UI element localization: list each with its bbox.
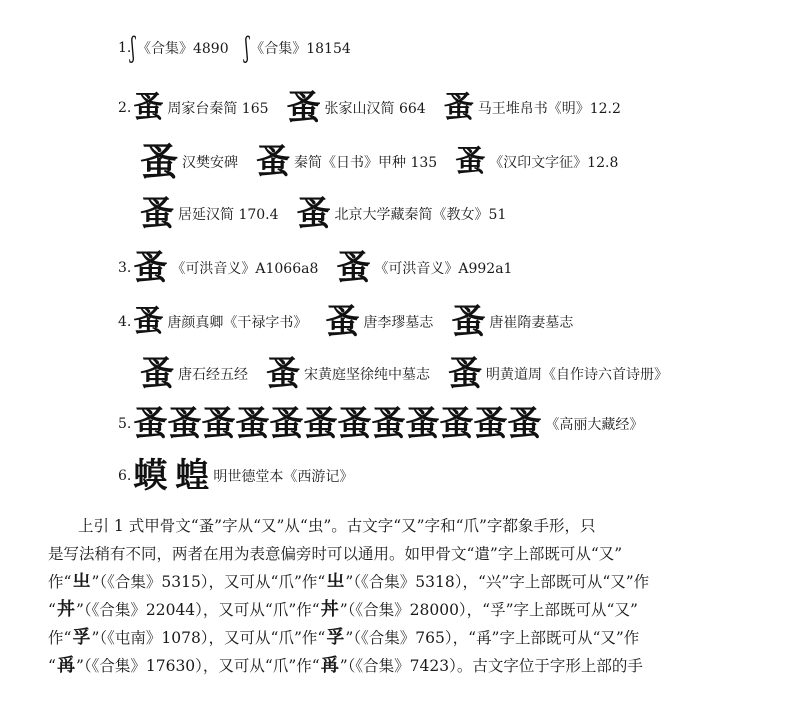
variant-glyph: 蚤 xyxy=(507,404,542,444)
paragraph-text: 作“ xyxy=(48,573,72,591)
item-number: 2. xyxy=(118,100,132,116)
variant-glyph: 蚤 xyxy=(133,404,168,444)
item-number: 5. xyxy=(118,416,132,432)
script-glyph: 蚤 xyxy=(133,304,164,339)
script-glyph: 蟆 xyxy=(133,456,168,496)
oracle-inline-glyph: 孚 xyxy=(72,627,91,648)
source-label: 汉樊安碑 xyxy=(182,155,239,171)
paragraph-text: ”（《屯南》1078），又可从“爪”作“ xyxy=(91,629,326,647)
variant-glyph: 蚤 xyxy=(201,404,236,444)
paragraph-text: ”（《合集》17630），又可从“爪”作“ xyxy=(75,657,320,675)
paragraph-text: ”（《合集》7423）。古文字位于字形上部的手 xyxy=(339,657,643,675)
item-number: 3. xyxy=(118,260,132,276)
source-label: 唐崔隋妻墓志 xyxy=(489,315,574,331)
source-label: 北京大学藏秦简《教女》51 xyxy=(334,207,507,223)
script-glyph: 蚤 xyxy=(448,354,482,394)
variant-glyph: 蚤 xyxy=(473,404,508,444)
paragraph-text: “ xyxy=(48,601,56,619)
source-label: 明世德堂本《西游记》 xyxy=(213,469,354,485)
script-glyph: 蚤 xyxy=(325,302,360,342)
script-glyph: 蚤 xyxy=(256,142,291,182)
oracle-glyph: ʃ xyxy=(131,31,136,64)
variant-glyph: 蚤 xyxy=(371,404,406,444)
paragraph-line xyxy=(48,596,720,624)
variant-glyph: 蚤 xyxy=(235,404,270,444)
paragraph-text: 作“ xyxy=(48,629,72,647)
script-glyph: 蚤 xyxy=(443,90,474,125)
oracle-glyph: ʃ xyxy=(244,31,249,64)
oracle-inline-glyph: 丼 xyxy=(56,599,75,620)
list-item-2-cont2 xyxy=(140,194,524,234)
item-number: 6. xyxy=(118,468,132,484)
source-label: 宋黄庭坚徐纯中墓志 xyxy=(304,367,430,383)
list-item-4-cont xyxy=(140,354,686,394)
source-label: 唐石经五经 xyxy=(178,367,248,383)
paragraph-line xyxy=(48,540,720,568)
oracle-inline-glyph: 㞢 xyxy=(326,571,345,592)
list-item-4 xyxy=(118,302,591,342)
oracle-inline-glyph: 丼 xyxy=(320,599,339,620)
seal-glyph: 蚤 xyxy=(455,144,486,179)
paragraph-text: 上引 1 式甲骨文“蚤”字从“又”从“虫”。古文字“又”字和“爪”字都象手形，只 xyxy=(78,517,596,535)
paragraph-line xyxy=(48,652,720,680)
script-glyph: 蚤 xyxy=(133,248,168,288)
script-glyph: 蚤 xyxy=(286,88,321,128)
source-label: 居延汉简 170.4 xyxy=(178,207,279,223)
source-label: 明黄道周《自作诗六首诗册》 xyxy=(486,367,668,383)
paragraph-line xyxy=(48,624,720,652)
oracle-inline-glyph: 爯 xyxy=(320,655,339,676)
script-glyph: 蚤 xyxy=(296,194,331,234)
script-glyph: 蝗 xyxy=(175,456,210,496)
paragraph-text: 是写法稍有不同，两者在用为表意偏旁时可以通用。如甲骨文“遣”字上部既可从“又” xyxy=(48,545,623,563)
oracle-inline-glyph: 爯 xyxy=(56,655,75,676)
variant-glyph: 蚤 xyxy=(337,404,372,444)
script-glyph: 蚤 xyxy=(140,354,174,394)
list-item-3 xyxy=(118,248,530,288)
paragraph-text: “ xyxy=(48,657,56,675)
variant-glyph: 蚤 xyxy=(439,404,474,444)
source-label: 周家台秦简 165 xyxy=(167,101,269,117)
item-number: 4. xyxy=(118,314,132,330)
source-label: 《高丽大藏经》 xyxy=(545,417,644,433)
variant-glyph: 蚤 xyxy=(303,404,338,444)
variant-glyph: 蚤 xyxy=(167,404,202,444)
source-label: 秦简《日书》甲种 135 xyxy=(294,155,438,171)
source-label: 《汉印文字征》12.8 xyxy=(489,155,619,171)
source-label: 《合集》18154 xyxy=(250,41,351,57)
list-item-2 xyxy=(118,88,639,128)
list-item-6 xyxy=(118,456,371,496)
script-glyph: 蚤 xyxy=(133,90,164,125)
script-glyph: 蚤 xyxy=(140,139,179,184)
paragraph-line xyxy=(48,568,720,596)
variant-glyph: 蚤 xyxy=(405,404,440,444)
source-label: 《可洪音义》A992a1 xyxy=(374,261,513,277)
source-label: 《可洪音义》A1066a8 xyxy=(171,261,319,277)
script-glyph: 蚤 xyxy=(266,354,300,394)
source-label: 唐李璆墓志 xyxy=(363,315,434,331)
script-glyph: 蚤 xyxy=(336,248,371,288)
variant-glyph: 蚤 xyxy=(269,404,304,444)
source-label: 张家山汉简 664 xyxy=(324,101,426,117)
paragraph-text: ”（《合集》765），“爯”字上部既可从“又”作 xyxy=(345,629,640,647)
source-label: 《合集》4890 xyxy=(136,41,229,57)
oracle-inline-glyph: 孚 xyxy=(326,627,345,648)
paragraph-text: ”（《合集》5315），又可从“爪”作“ xyxy=(91,573,326,591)
paragraph-text: ”（《合集》5318），“兴”字上部既可从“又”作 xyxy=(345,573,650,591)
list-item-5 xyxy=(118,404,661,444)
source-label: 马王堆帛书《明》12.2 xyxy=(477,101,621,117)
paragraph-text: ”（《合集》28000），“孚”字上部既可从“又” xyxy=(339,601,638,619)
paragraph-line xyxy=(48,512,720,540)
script-glyph: 蚤 xyxy=(140,194,174,234)
script-glyph: 蚤 xyxy=(451,302,486,342)
paragraph-text: ”（《合集》22044），又可从“爪”作“ xyxy=(75,601,320,619)
item-number: 1. xyxy=(118,40,132,56)
list-item-1 xyxy=(118,28,369,68)
source-label: 唐颜真卿《干禄字书》 xyxy=(167,315,308,331)
oracle-inline-glyph: 㞢 xyxy=(72,571,91,592)
list-item-2-cont xyxy=(140,139,636,184)
